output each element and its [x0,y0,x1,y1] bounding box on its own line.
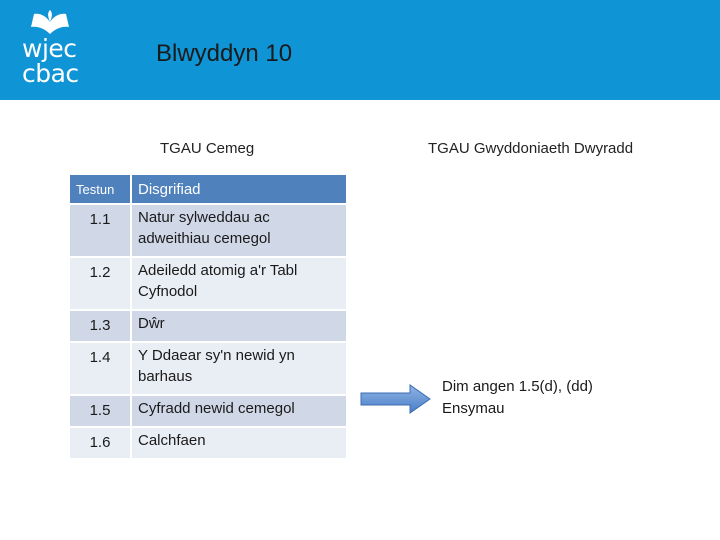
note-line-1: Dim angen 1.5(d), (dd) [442,378,593,395]
subheading-gcse-chemistry: TGAU Cemeg [160,140,255,157]
table-row [70,309,346,341]
topic-number: 1.6 [70,426,130,458]
note-text [442,376,593,420]
topic-description: Adeiledd atomig a'r Tabl Cyfnodol [130,256,346,309]
topic-description: Cyfradd newid cemegol [130,394,346,426]
open-book-icon [28,10,72,36]
page-title: Blwyddyn 10 [156,40,293,67]
table-row [70,203,346,256]
logo-text-cbac: cbac [22,59,79,88]
table-row [70,426,346,458]
topic-number: 1.4 [70,341,130,394]
right-arrow-icon [360,382,432,416]
topic-number: 1.1 [70,203,130,256]
topic-number: 1.5 [70,394,130,426]
table-row [70,256,346,309]
wjec-cbac-logo [18,10,98,90]
topic-description: Y Ddaear sy'n newid yn barhaus [130,341,346,394]
table-header-row [70,175,346,203]
topic-description: Natur sylweddau ac adweithiau cemegol [130,203,346,256]
topics-table [70,175,346,458]
column-header-description: Disgrifiad [130,175,346,203]
note-line-2: Ensymau [442,400,505,417]
subheading-gcse-double-science: TGAU Gwyddoniaeth Dwyradd [428,140,634,157]
topic-number: 1.2 [70,256,130,309]
topic-description: Calchfaen [130,426,346,458]
header-bar [0,0,720,100]
column-header-topic: Testun [70,175,130,203]
topic-description: Dŵr [130,309,346,341]
logo-text-wjec: wjec [22,34,77,63]
table-row [70,341,346,394]
topic-number: 1.3 [70,309,130,341]
table-row [70,394,346,426]
